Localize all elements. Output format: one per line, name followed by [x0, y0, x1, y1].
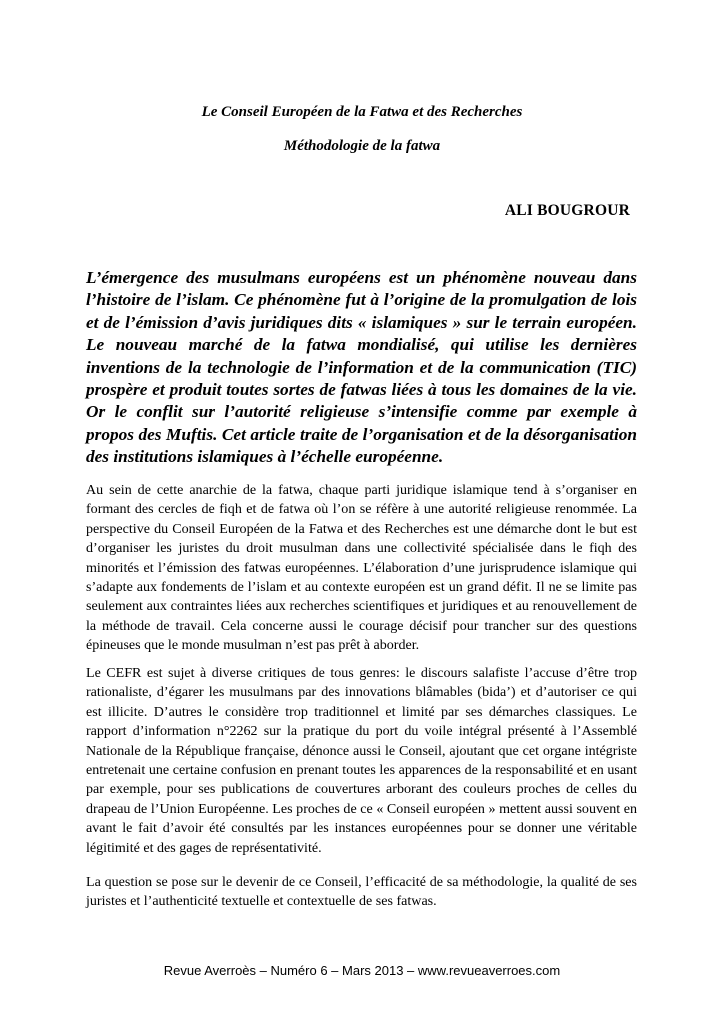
- author-name: ALI BOUGROUR: [504, 202, 630, 219]
- article-title: Le Conseil Européen de la Fatwa et des Recherches: [201, 104, 523, 120]
- abstract-paragraph: L’émergence des musulmans européens est un phénomène nouveau dans l’histoire de l’islam. Ce phénomène fut à l’origine de la promulgation de lois et de l’émission d’avis juridiques dits « islamiques » sur le terrain européen. Le nouveau marché de la fatwa mondialisé, qui utilise les dernières inventions de la technologie de l’information et de la communication (TIC) prospère et produit toutes sortes de fatwas liées à tous les domaines de la vie. Or le conflit sur l’autorité religieuse s’intensifie comme par exemple à propos des Muftis. Cet article traite de l’organisation et de la désorganisation des institutions islamiques à l’échelle européenne.: [86, 268, 637, 467]
- body-paragraph-3: La question se pose sur le devenir de ce Conseil, l’efficacité de sa méthodologie, la qualité de ses juristes et l’authenticité textuelle et contextuelle de ses fatwas.: [86, 874, 637, 910]
- page-footer: Revue Averroès – Numéro 6 – Mars 2013 – www.revueaverroes.com: [163, 963, 561, 978]
- body-paragraph-2: Le CEFR est sujet à diverse critiques de tous genres: le discours salafiste l’accuse d’être trop rationaliste, d’égarer les musulmans par des innovations blâmables (bida’) et d’autoriser ce qui est illicite. D’autres le considère trop traditionnel et limité par ses démarches classiques. Le rapport d’information n°2262 sur la pratique du port du voile intégral présenté à l’Assemblé Nationale de la République française, dénonce aussi le Conseil, ajoutant que cet organe intégriste entretenait une certaine confusion en prenant toutes les apparences de la responsabilité et en usant par exemple, pour ses publications de couvertures arborant des couleurs proches de celles du drapeau de l’Union Européenne. Les proches de ce « Conseil européen » mettent aussi souvent en avant le fait d’avoir été consultés par les instances européennes pour se donner une véritable légitimité et des gages de représentativité.: [86, 665, 637, 856]
- article-subtitle: Méthodologie de la fatwa: [283, 138, 441, 154]
- body-paragraph-1: Au sein de cette anarchie de la fatwa, chaque parti juridique islamique tend à s’organiser en formant des cercles de fiqh et de fatwa où l’on se réfère à une autorité religieuse renommée. La perspective du Conseil Européen de la Fatwa et des Recherches est une démarche dont le but est d’organiser les juristes du droit musulman dans une collectivité spécialisée dans le fiqh des minorités et l’émission des fatwas européennes. L’élaboration d’une jurisprudence islamique qui s’adapte aux fondements de l’islam et au contexte européen est un grand défit. Il ne se limite pas seulement aux contraintes liées aux recherches scientifiques et juridiques et au renouvellement de la méthode de travail. Cela concerne aussi le courage décisif pour trancher sur des questions épineuses que le monde musulman n’est pas prêt à aborder.: [86, 482, 637, 654]
